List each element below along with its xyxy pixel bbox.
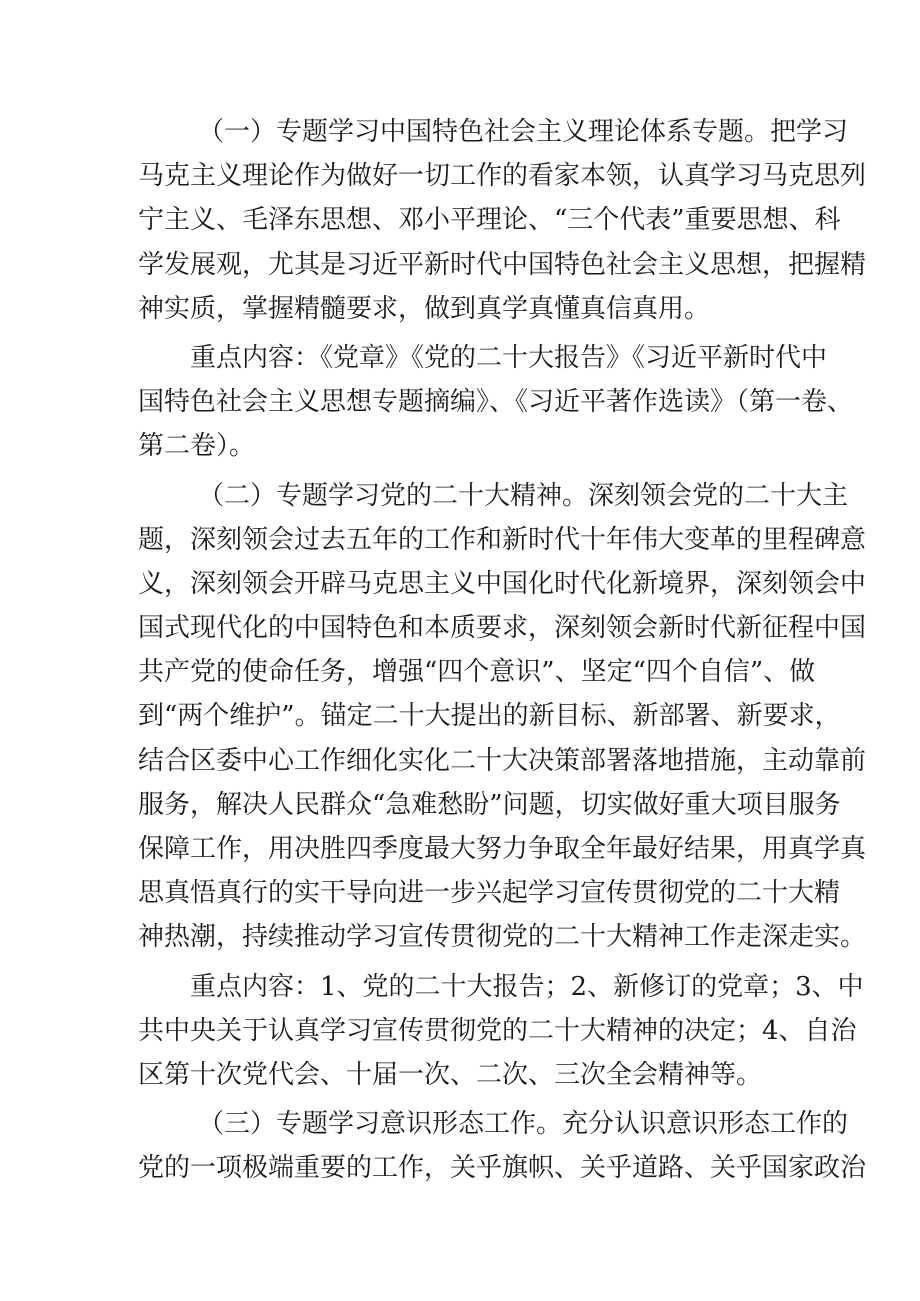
text-line: 重点内容：《党章》《党的二十大报告》《习近平新时代中 [190,342,828,373]
text-line: 题，深刻领会过去五年的工作和新时代十年伟大变革的里程碑意 [138,524,867,555]
text-line: 共产党的使命任务，增强“四个意识”、坚定“四个自信”、做 [138,657,816,688]
text-line: 国特色社会主义思想专题摘编》、《习近平著作选读》（第一卷、 [138,387,854,418]
text-line: 结合区委中心工作细化实化二十大决策部署落地措施，主动靠前 [138,745,867,776]
text-line: （二）专题学习党的二十大精神。深刻领会党的二十大主 [198,480,849,511]
text-line: （三）专题学习意识形态工作。充分认识意识形态工作的 [198,1109,849,1140]
text-line: 学发展观，尤其是习近平新时代中国特色社会主义思想，把握精 [138,249,867,280]
text-line: 重点内容：1、党的二十大报告；2、新修订的党章；3、中 [190,971,864,1002]
paragraph-section-1-key-content [138,336,854,469]
text-line: 义，深刻领会开辟马克思主义中国化时代化新境界，深刻领会中 [138,568,867,599]
text-line: 区第十次党代会、十届一次、二次、三次全会精神等。 [138,1059,763,1090]
paragraph-section-1 [138,110,867,331]
text-line: 国式现代化的中国特色和本质要求，深刻领会新时代新征程中国 [138,613,867,644]
paragraph-section-2-key-content [138,965,864,1098]
text-line: 思真悟真行的实干导向进一步兴起学习宣传贯彻党的二十大精 [138,878,841,909]
paragraph-section-2 [138,474,867,960]
text-line: 到“两个维护”。锚定二十大提出的新目标、新部署、新要求， [138,701,841,732]
text-line: 共中央关于认真学习宣传贯彻党的二十大精神的决定；4、自治 [138,1015,857,1046]
text-line: （一）专题学习中国特色社会主义理论体系专题。把学习 [198,117,849,147]
text-line: 第二卷）。 [138,431,256,462]
text-line: 马克主义理论作为做好一切工作的看家本领，认真学习马克思列 [138,161,867,192]
text-line: 保障工作，用决胜四季度最大努力争取全年最好结果，用真学真 [138,834,867,864]
text-line: 宁主义、毛泽东思想、邓小平理论、“三个代表”重要思想、科 [138,205,841,236]
text-line: 服务，解决人民群众“急难愁盼”问题，切实做好重大项目服务 [138,789,841,820]
text-line: 神热潮，持续推动学习宣传贯彻党的二十大精神工作走深走实。 [138,922,867,953]
text-line: 党的一项极端重要的工作，关乎旗帜、关乎道路、关乎国家政治 [138,1153,867,1184]
paragraph-section-3 [138,1102,867,1190]
text-line: 神实质，掌握精髓要求，做到真学真懂真信真用。 [138,293,711,324]
document-body [138,110,867,1191]
